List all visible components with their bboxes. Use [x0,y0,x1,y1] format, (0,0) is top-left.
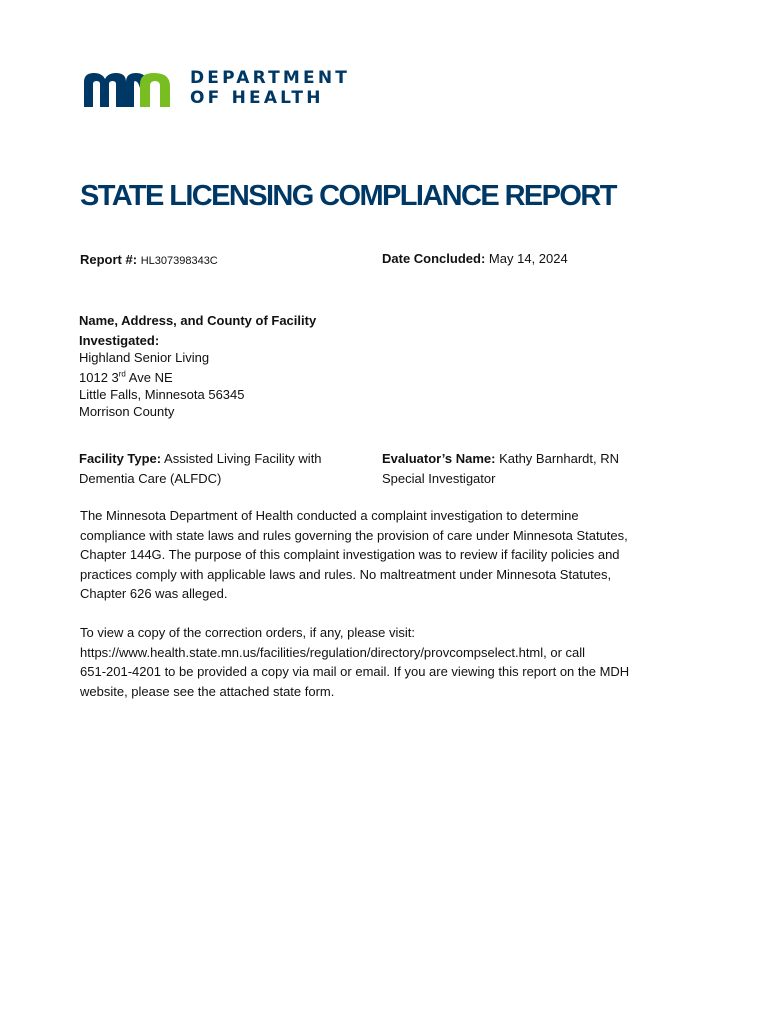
mdh-logo [82,68,362,110]
report-number [80,250,218,271]
date-concluded [382,249,568,269]
evaluator-label: Evaluator’s Name: [382,451,496,466]
evaluator [382,449,619,489]
paragraph-line: website, please see the attached state form. [80,683,335,699]
evaluator-title: Special Investigator [382,471,496,486]
street-name: Ave NE [125,370,173,385]
evaluator-name: Kathy Barnhardt, RN [499,451,620,466]
paragraph-line: Chapter 144G. The purpose of this complaint investigation was to review if facility policies and [80,547,620,562]
investigation-paragraph [80,506,690,604]
date-concluded-label: Date Concluded: [382,251,486,266]
paragraph-line: To view a copy of the correction orders, if any, please visit: [80,625,416,640]
facility-city: Little Falls, Minnesota 56345 [79,387,245,402]
date-concluded-value: May 14, 2024 [488,251,568,266]
logo-line-1: DEPARTMENT [190,68,351,88]
page-title: STATE LICENSING COMPLIANCE REPORT [80,180,616,212]
paragraph-line: 651-201-4201 to be provided a copy via mail or email. If you are viewing this report on the MDH [80,664,630,679]
paragraph-line: practices comply with applicable laws and rules. No maltreatment under Minnesota Statutes, [80,566,612,582]
correction-orders-paragraph [80,623,690,701]
facility-type-value-2: Dementia Care (ALFDC) [79,471,222,486]
paragraph-line: Chapter 626 was alleged. [80,586,228,601]
report-number-value: HL307398343C [140,255,218,267]
logo-wordmark [190,68,350,108]
street-number: 1012 3 [79,370,119,385]
facility-name: Highland Senior Living [79,350,210,365]
paragraph-line: compliance with state laws and rules governing the provision of care under Minnesota Statutes, [80,527,628,543]
correction-orders-link[interactable]: https://www.health.state.mn.us/facilities/regulation/directory/provcompselect.html, or call [80,644,586,660]
facility-type-label: Facility Type: [79,451,162,466]
facility-heading [79,311,349,351]
facility-heading-line-2: Investigated: [79,333,160,348]
logo-line-2: OF HEALTH [190,88,324,108]
street-ordinal: rd [118,369,126,379]
facility-type-value-1: Assisted Living Facility with [164,451,322,466]
paragraph-line: The Minnesota Department of Health conducted a complaint investigation to determine [80,508,579,523]
facility-type [79,449,322,489]
facility-address [79,349,244,420]
facility-heading-line-1: Name, Address, and County of Facility [79,313,317,328]
report-number-label: Report #: [80,252,138,267]
facility-county: Morrison County [79,404,175,419]
mn-logo-mark-icon [82,68,182,108]
facility-street [79,369,244,386]
